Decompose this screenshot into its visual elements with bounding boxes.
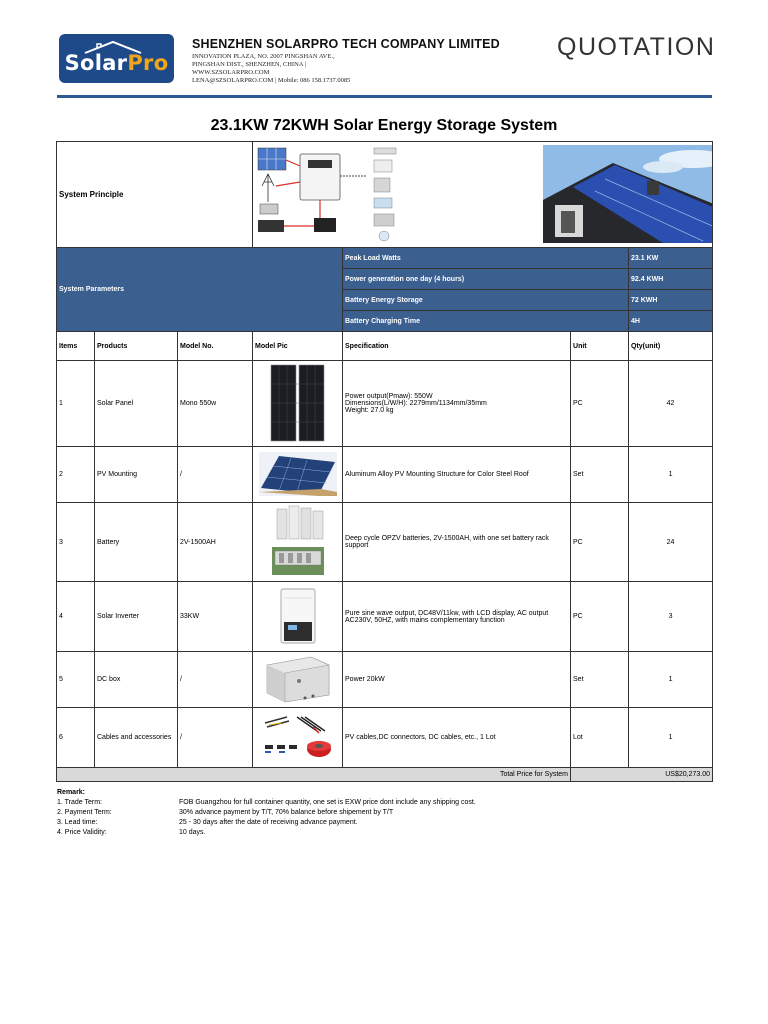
company-name: SHENZHEN SOLARPRO TECH COMPANY LIMITED xyxy=(192,37,500,51)
solar-panel-image xyxy=(253,361,343,447)
quotation-table xyxy=(56,141,713,782)
inverter-image xyxy=(253,582,343,652)
company-address-line-1: INNOVATION PLAZA, NO. 2007 PINGSHAN AVE., xyxy=(192,53,335,60)
parameter-value: 72 KWH xyxy=(629,290,713,311)
quantity: 42 xyxy=(629,361,713,447)
system-principle-label: System Principle xyxy=(57,142,253,248)
table-header-row xyxy=(57,332,713,361)
product-name: Solar Panel xyxy=(95,361,178,447)
quantity: 1 xyxy=(629,447,713,503)
quantity: 3 xyxy=(629,582,713,652)
total-label: Total Price for System xyxy=(57,768,571,782)
parameter-label: Power generation one day (4 hours) xyxy=(343,269,629,290)
header-divider xyxy=(57,95,712,98)
system-principle-images xyxy=(253,142,713,248)
pv-mounting-icon xyxy=(259,452,337,496)
specification xyxy=(343,652,571,708)
unit: PC xyxy=(571,361,629,447)
table-row xyxy=(57,447,713,503)
item-number: 5 xyxy=(57,652,95,708)
quantity: 1 xyxy=(629,708,713,768)
company-logo xyxy=(59,34,174,83)
remark-value: 10 days. xyxy=(179,829,206,836)
spec-line: Power output(Pmaw): 550W xyxy=(345,393,433,400)
quantity: 24 xyxy=(629,503,713,582)
parameter-value: 23.1 KW xyxy=(629,248,713,269)
system-parameters-label: System Parameters xyxy=(57,248,343,332)
spec-line: support xyxy=(345,542,369,549)
quantity: 1 xyxy=(629,652,713,708)
spec-line: Weight: 27.0 kg xyxy=(345,407,394,414)
item-number: 1 xyxy=(57,361,95,447)
solar-panel-icon xyxy=(270,364,326,442)
battery-image xyxy=(253,503,343,582)
product-name: Solar Inverter xyxy=(95,582,178,652)
remark-value: 30% advance payment by T/T, 70% balance before shipement by T/T xyxy=(179,809,394,816)
item-number: 3 xyxy=(57,503,95,582)
specification xyxy=(343,582,571,652)
product-name: PV Mounting xyxy=(95,447,178,503)
parameter-label: Battery Energy Storage xyxy=(343,290,629,311)
dc-box-image xyxy=(253,652,343,708)
model-number: 33KW xyxy=(178,582,253,652)
model-number: Mono 550w xyxy=(178,361,253,447)
item-number: 6 xyxy=(57,708,95,768)
table-row xyxy=(57,361,713,447)
specification xyxy=(343,708,571,768)
remark-label: 1. Trade Term: xyxy=(57,799,103,806)
dc-box-icon xyxy=(265,655,331,703)
remark-value: FOB Guangzhou for full container quantity, one set is EXW price dont include any shipping cost. xyxy=(179,799,476,806)
parameter-row xyxy=(57,248,713,269)
page-header xyxy=(0,0,768,100)
table-row xyxy=(57,582,713,652)
spec-line: Deep cycle OPZV batteries, 2V-1500AH, with one set battery rack xyxy=(345,535,549,542)
remark-item xyxy=(57,828,206,838)
model-number: / xyxy=(178,447,253,503)
column-header-qty: Qty(unit) xyxy=(629,332,713,361)
product-name: DC box xyxy=(95,652,178,708)
parameter-value: 4H xyxy=(629,311,713,332)
inverter-icon xyxy=(280,588,316,644)
item-number: 2 xyxy=(57,447,95,503)
total-row xyxy=(57,768,713,782)
system-principle-row xyxy=(57,142,713,248)
house-roof-photo xyxy=(543,145,713,243)
specification xyxy=(343,447,571,503)
column-header-items: Items xyxy=(57,332,95,361)
cables-image xyxy=(253,708,343,768)
total-value: US$20,273.00 xyxy=(571,768,713,782)
model-number: / xyxy=(178,652,253,708)
spec-line: AC230V, 50HZ, with mains complementary function xyxy=(345,616,505,624)
system-diagram-image xyxy=(256,146,456,242)
table-row xyxy=(57,708,713,768)
page-title: 23.1KW 72KWH Solar Energy Storage System xyxy=(210,117,558,134)
remarks-section xyxy=(57,788,476,838)
remark-label: 3. Lead time: xyxy=(57,819,98,826)
column-header-model-pic: Model Pic xyxy=(253,332,343,361)
table-row xyxy=(57,652,713,708)
unit: PC xyxy=(571,503,629,582)
spec-line: Pure sine wave output, DC48V/11kw, with LCD display, AC output xyxy=(345,609,549,617)
parameter-label: Battery Charging Time xyxy=(343,311,629,332)
company-address-line-2: PINGSHAN DIST., SHENZHEN, CHINA | xyxy=(192,61,307,68)
document-type: QUOTATION xyxy=(557,33,716,61)
parameter-label: Peak Load Watts xyxy=(343,248,629,269)
company-contact: LENA@SZSOLARPRO.COM | Mobile: 086 158.1737.0085 xyxy=(192,77,351,84)
battery-icon xyxy=(271,505,325,577)
company-website: WWW.SZSOLARPRO.COM xyxy=(192,69,270,76)
table-row xyxy=(57,503,713,582)
remark-value: 25 - 30 days after the date of receiving advance payment. xyxy=(179,819,358,826)
remark-item xyxy=(57,808,394,818)
column-header-unit: Unit xyxy=(571,332,629,361)
spec-line: Dimensions(L/W/H): 2279mm/1134mm/35mm xyxy=(345,400,487,407)
column-header-specification: Specification xyxy=(343,332,571,361)
spec-line: PV cables,DC connectors, DC cables, etc., 1 Lot xyxy=(345,734,496,741)
specification xyxy=(343,361,571,447)
model-number: 2V-1500AH xyxy=(178,503,253,582)
cables-icon xyxy=(261,713,335,761)
spec-line: Power 20kW xyxy=(345,676,385,683)
item-number: 4 xyxy=(57,582,95,652)
column-header-model-no: Model No. xyxy=(178,332,253,361)
pv-mounting-image xyxy=(253,447,343,503)
unit: Set xyxy=(571,652,629,708)
product-name: Battery xyxy=(95,503,178,582)
remark-item xyxy=(57,818,358,828)
unit: Lot xyxy=(571,708,629,768)
product-name: Cables and accessories xyxy=(95,708,178,768)
parameter-value: 92.4 KWH xyxy=(629,269,713,290)
unit: Set xyxy=(571,447,629,503)
remark-label: 2. Payment Term: xyxy=(57,809,112,816)
remark-item xyxy=(57,798,476,808)
logo-wordmark: SolarPro xyxy=(64,51,169,75)
remarks-title: Remark: xyxy=(57,789,86,796)
specification xyxy=(343,503,571,582)
remark-label: 4. Price Validity: xyxy=(57,829,107,836)
model-number: / xyxy=(178,708,253,768)
spec-line: Aluminum Alloy PV Mounting Structure for Color Steel Roof xyxy=(345,471,529,478)
column-header-products: Products xyxy=(95,332,178,361)
unit: PC xyxy=(571,582,629,652)
